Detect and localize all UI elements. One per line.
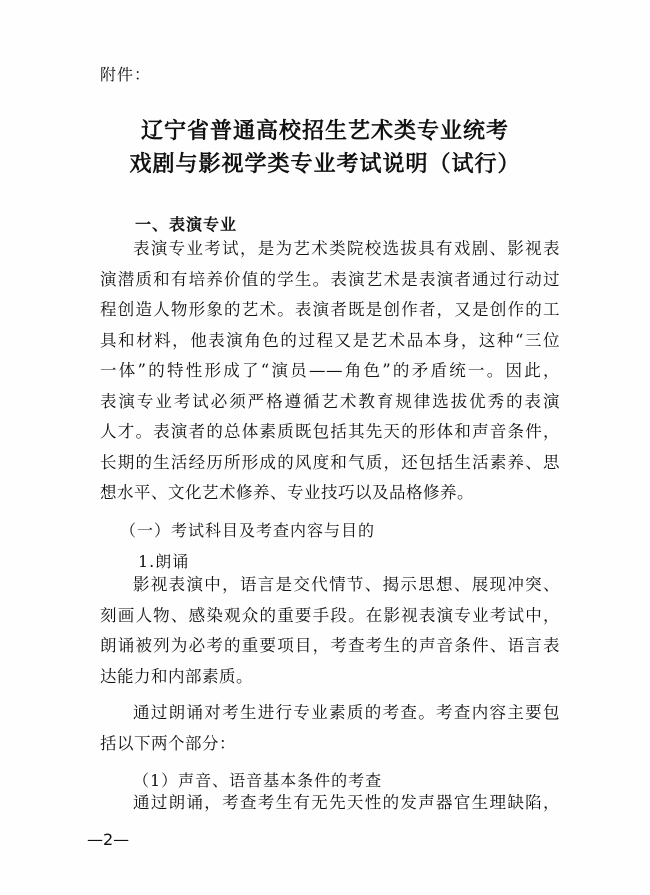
text-line: 通过朗诵对考生进行专业素质的考查。考查内容主要包 [133,703,560,722]
item-recitation: 1.朗诵 [138,552,190,571]
paragraph-assessment-last [100,729,560,760]
subheading-voice-conditions: （1）声音、语音基本条件的考查 [133,771,383,790]
paragraph-intro [100,234,560,478]
subheading-exam-subjects: （一）考试科目及考查内容与目的 [120,521,376,540]
text-line: 达能力和内部素质。 [100,667,253,686]
section-heading-performance: 一、表演专业 [135,215,238,234]
text-line: 朗诵被列为必考的重要项目，考查考生的声音条件、语言表 [100,636,560,655]
text-line: 括以下两个部分： [100,734,236,753]
text-line: 影视表演中，语言是交代情节、揭示思想、展现冲突、 [133,575,560,594]
paragraph-recitation-last [100,662,560,693]
page-number: —2— [87,830,130,849]
text-line: 一体”的特性形成了“演员——角色”的矛盾统一。因此， [100,361,560,380]
title-line-2: 戏剧与影视学类专业考试说明（试行） [129,152,521,177]
text-line: 程创造人物形象的艺术。表演者既是创作者，又是创作的工 [100,300,560,319]
paragraph-voice [100,788,560,819]
text-line: 演潜质和有培养价值的学生。表演艺术是表演者通过行动过 [100,269,560,289]
text-line: 长期的生活经历所形成的风度和气质，还包括生活素养、思 [100,452,560,472]
text-line: 具和材料，他表演角色的过程又是艺术品本身，这种“三位 [100,330,560,350]
text-line: 刻画人物、感染观众的重要手段。在影视表演专业考试中， [100,605,560,625]
text-line: 人才。表演者的总体素质既包括其先天的形体和声音条件， [100,422,560,441]
paragraph-assessment [100,698,560,729]
text-line: 表演专业考试，是为艺术类院校选拔具有戏剧、影视表 [133,239,560,258]
text-line: 通过朗诵，考查考生有无先天性的发声器官生理缺陷， [133,793,560,812]
paragraph-intro-last [100,478,560,509]
attachment-label: 附件： [100,65,152,84]
text-line: 想水平、文化艺术修养、专业技巧以及品格修养。 [100,483,474,502]
title-line-1: 辽宁省普通高校招生艺术类专业统考 [140,119,509,144]
text-line: 表演专业考试必须严格遵循艺术教育规律选拔优秀的表演 [100,391,560,411]
paragraph-recitation [100,570,560,662]
